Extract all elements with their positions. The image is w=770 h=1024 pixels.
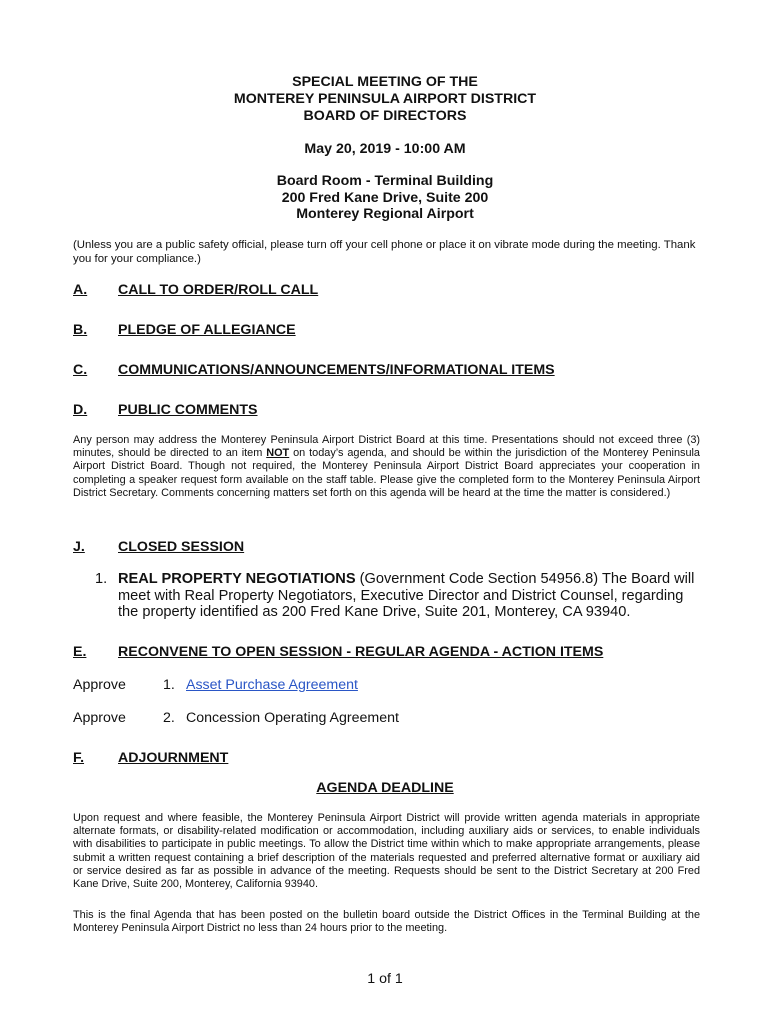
page-number: 1 of 1 <box>367 971 403 987</box>
item-description: (Government Code Section 54956.8) The Board will meet with Real Property Negotiators, Executive Director and District Counsel, regarding the property identified as 200 Fred Kane Drive, Suite 201, Monterey, CA 93940. <box>118 571 695 620</box>
meeting-title-line1: SPECIAL MEETING OF THE <box>292 74 478 90</box>
action-item-number: 2. <box>163 710 175 726</box>
asset-purchase-agreement-link[interactable]: Asset Purchase Agreement <box>186 677 358 693</box>
action-label: Approve <box>73 677 126 693</box>
closed-session-item <box>95 571 705 621</box>
action-item-text: Concession Operating Agreement <box>186 710 399 726</box>
agenda-deadline-heading <box>0 780 770 797</box>
section-letter: B. <box>73 322 88 338</box>
section-letter: E. <box>73 644 87 660</box>
meeting-date: May 20, 2019 - 10:00 AM <box>304 141 466 157</box>
not-emphasis: NOT <box>266 447 290 460</box>
section-letter: C. <box>73 362 88 378</box>
section-letter: J. <box>73 539 85 555</box>
item-number: 1. <box>95 571 108 587</box>
section-letter: F. <box>73 750 85 766</box>
section-title: COMMUNICATIONS/ANNOUNCEMENTS/INFORMATIONAL ITEMS <box>118 362 555 378</box>
section-title: CALL TO ORDER/ROLL CALL <box>118 282 319 298</box>
meeting-location-line3: Monterey Regional Airport <box>296 206 474 222</box>
agenda-deadline-title: AGENDA DEADLINE <box>316 780 454 796</box>
section-title: PUBLIC COMMENTS <box>118 402 258 418</box>
item-heading: REAL PROPERTY NEGOTIATIONS <box>118 571 356 587</box>
section-title: ADJOURNMENT <box>118 750 229 766</box>
public-comments-text-start: Any person may address the Monterey Peninsula Airport District Board at this time. Presentations should not exceed three (3) minutes, should be directed to an item <box>73 434 700 460</box>
agenda-deadline-paragraph-2: This is the final Agenda that has been posted on the bulletin board outside the District Offices in the Terminal Building at the Monterey Peninsula Airport District no less than 24 hours prior to the meeting. <box>73 909 700 935</box>
public-comments-text-end: on today’s agenda, and should be within the jurisdiction of the Monterey Peninsula Airport District Board. Though not required, the Monterey Peninsula Airport District Board appreciates your cooperation in completing a speaker request form available on the staff table. Please give the completed form to the Monterey Peninsula Airport District Secretary. Comments concerning matters set forth on this agenda will be heard at the time the matter is considered.) <box>73 447 700 499</box>
action-label: Approve <box>73 710 126 726</box>
agenda-deadline-paragraph-1: Upon request and where feasible, the Monterey Peninsula Airport District will provide written agenda materials in appropriate alternate formats, or disability-related modification or accommodation, including auxiliary aids or services, to enable individuals with disabilities to participate in public meetings. To allow the District time within which to make appropriate arrangements, please submit a written request containing a brief description of the materials requested and preferred alternative format or auxiliary aid or service desired as far as possible in advance of the meeting. Requests should be sent to the District Secretary at 200 Fred Kane Drive, Suite 200, Monterey, California 93940. <box>73 812 700 891</box>
section-letter: D. <box>73 402 88 418</box>
public-comments-text <box>73 434 700 500</box>
meeting-title-line2: MONTEREY PENINSULA AIRPORT DISTRICT <box>233 91 537 107</box>
action-item-number: 1. <box>163 677 175 693</box>
section-title: CLOSED SESSION <box>118 539 245 555</box>
section-letter: A. <box>73 282 88 298</box>
phone-notice: (Unless you are a public safety official, please turn off your cell phone or place it on vibrate mode during the meeting. Thank you for your compliance.) <box>73 239 696 265</box>
section-title: RECONVENE TO OPEN SESSION - REGULAR AGENDA - ACTION ITEMS <box>118 644 604 660</box>
meeting-title-line3: BOARD OF DIRECTORS <box>303 108 467 124</box>
meeting-location-line2: 200 Fred Kane Drive, Suite 200 <box>281 190 489 206</box>
meeting-location-line1: Board Room - Terminal Building <box>276 173 494 189</box>
section-title: PLEDGE OF ALLEGIANCE <box>118 322 296 338</box>
